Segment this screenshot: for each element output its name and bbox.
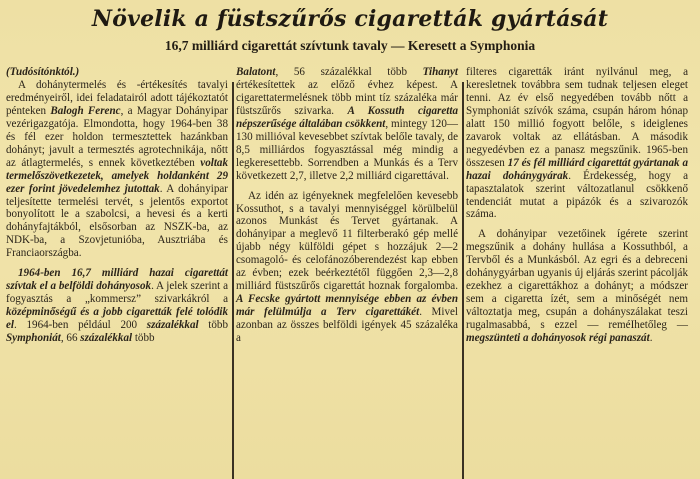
- paragraph: [236, 190, 458, 345]
- emphasized-text: voltak termelőszövetkezetek, amelyek holdanként 29 ezer forint jövedelemhez jutottak: [6, 156, 228, 195]
- body-text: . Érdekesség, hogy a tapasztalatok szerint változatlanul csökkenő tendenciát mutat a pipázók és a szivarozók száma.: [466, 169, 688, 221]
- emphasized-text: megszünteti a dohányosok régi panaszát: [466, 332, 650, 345]
- paragraph: [6, 267, 228, 345]
- article-column-3: [466, 66, 688, 345]
- body-text: több: [198, 319, 229, 332]
- article-column-1: [6, 66, 228, 345]
- body-text: , 56 százalékkal több: [275, 66, 423, 78]
- column-body: [236, 66, 458, 345]
- body-text: , mintegy 120—130 millióval kevesebbet szívtak belőle tavaly, de 8,5 milliárdos fogyasztással még mindig a legkeresettebb. Sorrendben a Munkás és a Terv következett 2,7, illetve 2,2 milliárd cigarettával.: [236, 117, 458, 182]
- paragraph: [466, 228, 688, 345]
- body-text: filteres cigaretták iránt nyilvánul meg, a keresletnek továbbra sem tudnak teljesen eleget tenni. Az év első negyedében tovább nőtt a Symphoniát szívók száma, csupán három hónap alatt 150 millió fogyott belőle, s ideiglenes zavarok voltak az ellátásban. A második negyedévben ez a panasz megszűnik. 1965-ben összesen: [466, 66, 688, 169]
- paragraph: [236, 66, 458, 183]
- emphasized-text: Balatont: [236, 66, 276, 78]
- body-text: , 66: [60, 332, 81, 345]
- dateline: [6, 66, 228, 79]
- emphasized-text: százalékkal: [146, 319, 199, 332]
- paragraph: [466, 66, 688, 221]
- column-rule: [232, 82, 234, 479]
- body-text: . A jelek szerint a fogyasztás a „kommersz” szivarkákról a: [6, 280, 228, 306]
- emphasized-text: A Kossuth cigaretta népszerűsége általában csökkent: [236, 104, 458, 130]
- body-text: értékesítettek az előző évhez képest. A cigarettatermelésnek több mint tíz százaléka már füstszűrős szivarka.: [236, 78, 458, 117]
- dateline-text: (Tudósítónktól.): [6, 66, 80, 78]
- body-text: . Mivel azonban az összes belföldi igények 45 százaléka a: [236, 306, 458, 345]
- body-text: A dohányipar vezetőinek ígérete szerint megszűnik a dohány hullása a Kossuthból, a Tervből és a Munkásból. Az egri és a debreceni dohánygyárban ugyanis új eljárás szerint pácolják ezekhez a cigarettákhoz a dohányt; a módszer sem a cigaretta ízét, sem a minőségét nem változtatja meg, csupán a dohányszálakat teszi rugalmasabbá, s ezzel — reméIhetőleg —: [466, 228, 688, 332]
- column-rule: [462, 82, 464, 479]
- emphasized-text: Tihanyt: [422, 66, 458, 78]
- paragraph: [6, 79, 228, 260]
- body-text: A dohánytermelés és -értékesítés tavalyi eredményeiről, idei feladatairól adott tájékoztatót pénteken: [6, 78, 228, 117]
- emphasized-text: 17 és fél milliárd cigarettát gyártanak a hazai dohánygyárak: [466, 156, 688, 182]
- headline: Növelik a füstszűrős cigaretták gyártását: [91, 6, 609, 32]
- body-text: . A dohányipar teljesítette termelési tervét, s jelentős exportot bonyolított le a szabolcsi, a hevesi és a kerti dohányfajtákból, elsősorban az NSZK-ba, az NDK-ba, a Szovjetunióba, Ausztriába és Franciaországba.: [6, 182, 228, 260]
- emphasized-text: A Fecske gyártott mennyisége ebben az évben már felülmúlja a Terv cigarettákét: [236, 293, 458, 319]
- article-column-2: [236, 66, 458, 345]
- body-text: . 1964-ben például 200: [14, 319, 147, 332]
- emphasized-text: Balogh Ferenc: [50, 104, 121, 117]
- column-body: [466, 66, 688, 345]
- body-text: .: [649, 332, 653, 345]
- body-text: több: [132, 332, 155, 345]
- body-text: , a Magyar Dohányipar vezérigazgatója. Elmondotta, hogy 1964-ben 38 és fél ezer holdon termesztettek hazánkban dohányt; javult a termesztés agrotechnikája, nőtt az átlagtermelés, s ennek következtében: [6, 104, 228, 169]
- emphasized-text: 1964-ben 16,7 milliárd hazai cigarettát szívtak el a belföldi dohányosok: [6, 267, 228, 293]
- subheadline: 16,7 milliárd cigarettát szívtunk tavaly — Keresett a Symphonia: [164, 38, 536, 53]
- body-text: Az idén az igényeknek megfelelően kevesebb Kossuthot, s a tavalyi mennyiséggel körülbelül azonos Munkást és Tervet gyártanak. A dohányipar a meglevő 11 filterberakó gép mellé újabb négy külföldi gépet s hozzájuk 2—2 csomagoló- és celofánozóberendezést kap ebben az évben; ezek beérkeztétől függően 2,3—2,8 milliárd füstszűrős cigarettát hoznak forgalomba.: [236, 189, 458, 293]
- emphasized-text: középminőségű és a jobb cigaretták felé tolódik el: [6, 306, 228, 332]
- emphasized-text: Symphoniát: [6, 332, 61, 345]
- emphasized-text: százalékkal: [80, 332, 133, 345]
- column-body: [6, 79, 228, 345]
